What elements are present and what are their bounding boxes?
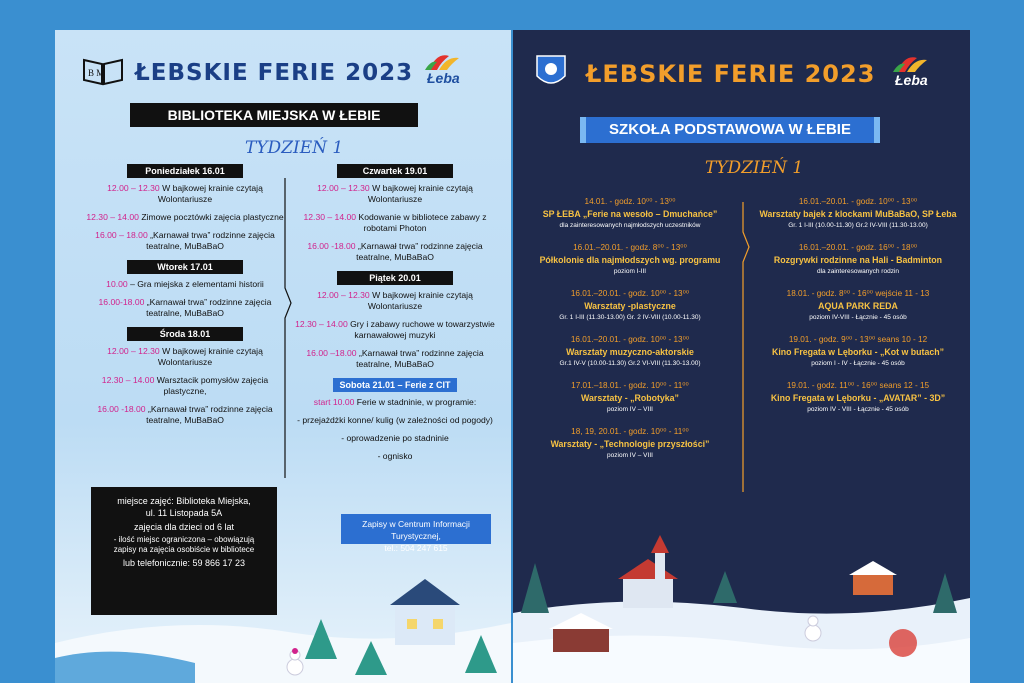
day-header: Poniedziałek 16.01	[127, 164, 243, 178]
library-banner: BIBLIOTEKA MIEJSKA W ŁEBIE	[130, 103, 418, 127]
event-item: 18.01. - godz. 8⁰⁰ - 16⁰⁰ wejście 11 - 13 AQUA PARK REDA poziom IV-VIII - Łącznie - 45 osób	[786, 289, 930, 321]
event-item: 16.01.–20.01. - godz. 10⁰⁰ - 13⁰⁰ Warsztaty muzyczno-aktorskie Gr.1 IV-V (10.00-11.30) Gr.2 VI-VIII (11.30-13.00)	[559, 335, 701, 367]
day-header: Wtorek 17.01	[127, 260, 243, 274]
day-header: Sobota 21.01 – Ferie z CIT	[333, 378, 457, 392]
day-block-tuesday	[85, 260, 285, 319]
event-item: 16.00 – 18.00 „Karnawał trwa” rodzinne zajęcia teatralne, MuBaBaO	[95, 230, 275, 251]
registration-info-box: Zapisy w Centrum Informacji Turystycznej, tel.: 504 247 615	[341, 514, 491, 544]
event-item: 19.01. - godz. 11⁰⁰ - 16⁰⁰ seans 12 - 15 Kino Fregata w Lęborku - „AVATAR” - 3D” poziom IV - VIII - Łącznie - 45 osób	[770, 381, 946, 413]
right-column-2	[753, 196, 963, 426]
event-item: 16.01.–20.01. - godz. 16⁰⁰ - 18⁰⁰ Rozgrywki rodzinne na Hali - Badminton dla zainteresowanych rodzin	[773, 243, 943, 275]
left-column-1	[85, 164, 285, 433]
event-item: 19.01. - godz. 9⁰⁰ - 13⁰⁰ seans 10 - 12 Kino Fregata w Lęborku - „Kot w butach” poziom I - IV - Łącznie - 45 osób	[771, 335, 945, 367]
day-block-thursday	[293, 164, 497, 263]
event-item: 18, 19, 20.01. - godz. 10⁰⁰ - 11⁰⁰ Warsztaty - „Technologie przyszłości” poziom IV – VIII	[550, 427, 710, 459]
school-shield-logo-icon	[533, 52, 569, 92]
leba-logo	[891, 52, 953, 88]
day-header: Czwartek 19.01	[337, 164, 453, 178]
event-item: 12.30 – 14.00 Warsztacik pomysłów zajęcia plastyczne,	[101, 375, 269, 396]
event-item: 16.01.–20.01. - godz. 10⁰⁰ - 13⁰⁰ Warsztaty bajek z klockami MuBaBaO, SP Łeba Gr. 1 I-III (10.00-11.30) Gr.2 IV-VIII (11.30-13.00)	[759, 197, 957, 229]
week-label: TYDZIEŃ 1	[705, 158, 804, 178]
event-item: 12.00 – 12.30 W bajkowej krainie czytają Wolontariusze	[107, 346, 263, 367]
school-banner: SZKOŁA PODSTAWOWA W ŁEBIE	[580, 117, 880, 143]
library-logo-text: B M	[88, 68, 105, 78]
leba-sail-icon	[891, 52, 931, 74]
school-poster	[513, 30, 970, 683]
event-subitem: - ognisko	[377, 451, 413, 461]
event-item: 14.01. - godz. 10⁰⁰ - 13⁰⁰ SP ŁEBA „Ferie na wesoło – Dmuchańce” dla zainteresowanych najmłodszych uczestników	[542, 197, 718, 229]
day-block-monday	[85, 164, 285, 252]
event-item: 12.30 – 14.00 Gry i zabawy ruchowe w towarzystwie karnawałowej muzyki	[295, 319, 495, 340]
event-item: 16.00 -18.00 „Karnawał trwa” rodzinne zajęcia teatralne, MuBaBaO	[97, 404, 273, 425]
event-subitem: - oprowadzenie po stadninie	[341, 433, 449, 443]
location-info-box: miejsce zajęć: Biblioteka Miejska, ul. 11 Listopada 5A zajęcia dla dzieci od 6 lat - ilość miejsc ograniczona – obowiązują zapisy na zajęcia osobiście w bibliotece lub telefonicznie: 59 866 17 23	[91, 487, 277, 615]
leba-sail-icon	[423, 50, 463, 72]
column-divider-zigzag	[277, 178, 293, 478]
library-book-logo-icon	[82, 56, 124, 86]
event-subitem: - przejażdżki konne/ kulig (w zależności od pogody)	[297, 415, 493, 425]
right-title: ŁEBSKIE FERIE 2023	[586, 60, 876, 88]
event-item: 12.30 – 14.00 Kodowanie w bibliotece zabawy z robotami Photon	[303, 212, 487, 233]
week-label: TYDZIEŃ 1	[245, 138, 344, 158]
column-divider-zigzag	[735, 202, 751, 492]
event-item: 16.00-18.00 „Karnawał trwa” rodzinne zajęcia teatralne, MuBaBaO	[98, 297, 272, 318]
day-block-friday	[293, 271, 497, 370]
day-header: Środa 18.01	[127, 327, 243, 341]
event-item: 16.01.–20.01. - godz. 10⁰⁰ - 13⁰⁰ Warsztaty -plastyczne Gr. 1 I-III (11.30-13.00) Gr. 2 IV-VIII (10.00-11.30)	[559, 289, 701, 321]
winter-scene-illustration	[55, 563, 511, 683]
leba-logo	[423, 50, 485, 86]
event-item: 12.00 – 12.30 W bajkowej krainie czytają Wolontariusze	[107, 183, 263, 204]
right-column-1	[523, 196, 737, 472]
event-item: 10.00 – Gra miejska z elementami historii	[106, 279, 264, 289]
event-item: 16.00 -18.00 „Karnawał trwa” rodzinne zajęcia teatralne, MuBaBaO	[307, 241, 483, 262]
day-block-wednesday	[85, 327, 285, 426]
winter-village-illustration	[513, 513, 970, 683]
leba-logo-text: Łeba	[895, 72, 928, 88]
event-item: 17.01.–18.01. - godz. 10⁰⁰ - 11⁰⁰ Warsztaty - „Robotyka” poziom IV – VIII	[571, 381, 689, 413]
left-title: ŁEBSKIE FERIE 2023	[135, 60, 414, 86]
event-item: 16.00 –18.00 „Karnawał trwa” rodzinne zajęcia teatralne, MuBaBaO	[306, 348, 484, 369]
library-poster	[55, 30, 511, 683]
left-column-2	[293, 164, 497, 469]
day-header: Piątek 20.01	[337, 271, 453, 285]
day-block-saturday	[293, 378, 497, 462]
leba-logo-text: Łeba	[427, 70, 460, 86]
event-item: 12.00 – 12.30 W bajkowej krainie czytają Wolontariusze	[317, 183, 473, 204]
event-item: 12.00 – 12.30 W bajkowej krainie czytają Wolontariusze	[317, 290, 473, 311]
event-item: 16.01.–20.01. - godz. 8⁰⁰ - 13⁰⁰ Półkolonie dla najmłodszych wg. programu poziom I-III	[539, 243, 721, 275]
event-item: start 10.00 Ferie w stadninie, w programie:	[313, 397, 477, 407]
event-item: 12.30 – 14.00 Zimowe pocztówki zajęcia plastyczne	[86, 212, 284, 222]
